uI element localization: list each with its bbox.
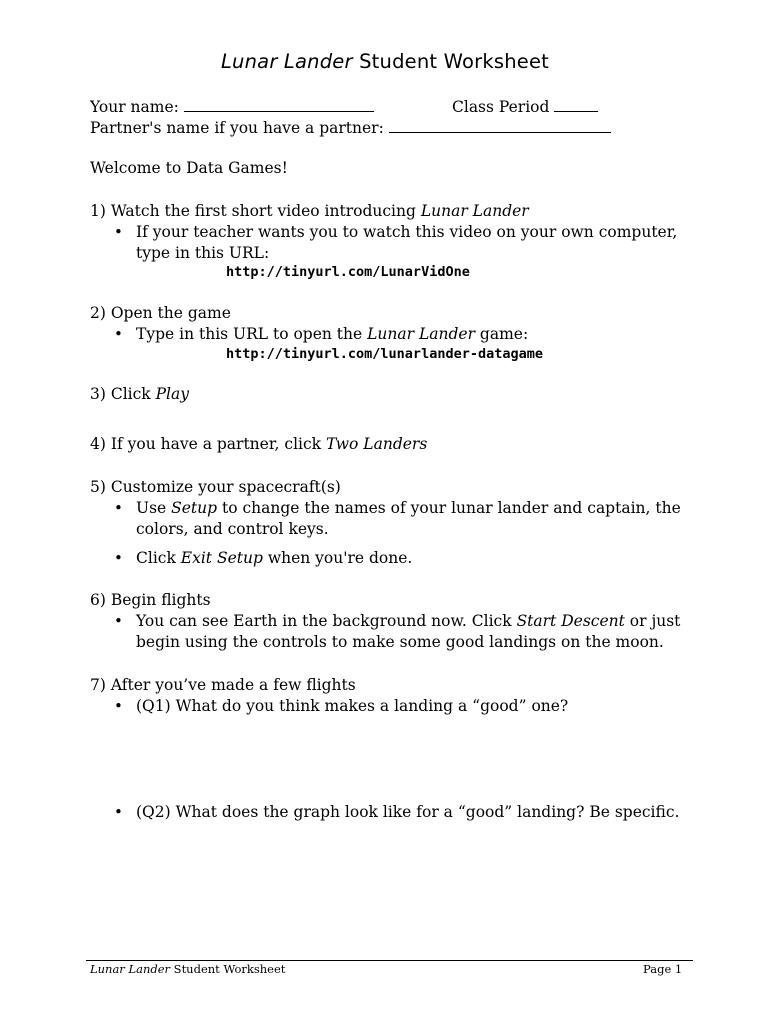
- step5-b1-line2: colors, and control keys.: [136, 520, 329, 538]
- step6-heading: 6) Begin flights: [90, 591, 211, 609]
- bullet-dot: •: [114, 325, 123, 343]
- partner-label: Partner's name if you have a partner:: [90, 119, 384, 137]
- title-rest: Student Worksheet: [352, 50, 549, 73]
- step5-b1-italic: Setup: [171, 499, 218, 517]
- step2-bullet-text: Type in this URL to open the: [136, 325, 368, 343]
- class-period-blank[interactable]: [554, 97, 598, 112]
- step2-bullet-italic: Lunar Lander: [367, 325, 475, 343]
- step6-b1-line2: begin using the controls to make some good landings on the moon.: [136, 633, 664, 651]
- your-name-blank[interactable]: [184, 97, 374, 112]
- step1-bullet-line1: If your teacher wants you to watch this video on your own computer,: [136, 223, 678, 241]
- step7-heading: 7) After you’ve made a few flights: [90, 676, 356, 694]
- step5-b1-prefix: Use: [136, 499, 172, 517]
- question-q1-text: (Q1) What do you think makes a landing a “good” one?: [136, 697, 569, 715]
- step3-prefix: 3) Click: [90, 385, 156, 403]
- partner-blank[interactable]: [389, 118, 611, 133]
- step2-bullet: [114, 324, 529, 345]
- bullet-dot: •: [114, 697, 123, 715]
- page-title: [0, 50, 770, 73]
- footer-divider: [86, 960, 693, 961]
- step4-text: [90, 434, 427, 454]
- bullet-dot: •: [114, 612, 123, 630]
- footer-title-rest: Student Worksheet: [170, 962, 286, 976]
- page-number: Page 1: [643, 962, 683, 976]
- bullet-dot: •: [114, 223, 123, 241]
- step1-bullet: [114, 222, 678, 243]
- bullet-dot: •: [114, 803, 123, 821]
- bullet-dot: •: [114, 499, 123, 517]
- step3-text: [90, 384, 189, 404]
- step4-italic: Two Landers: [325, 435, 428, 453]
- step4-prefix: 4) If you have a partner, click: [90, 435, 326, 453]
- step6-b1-italic: Start Descent: [516, 612, 625, 630]
- welcome-text: Welcome to Data Games!: [90, 159, 288, 177]
- step3-italic: Play: [155, 385, 190, 403]
- step2-bullet-suffix: game:: [474, 325, 529, 343]
- step5-bullet1: [114, 498, 681, 519]
- step5-b2-italic: Exit Setup: [180, 549, 263, 567]
- step1-heading: [90, 201, 529, 221]
- step2-heading: 2) Open the game: [90, 304, 231, 322]
- step1-heading-text: 1) Watch the first short video introducing: [90, 202, 421, 220]
- your-name-row: [90, 97, 374, 117]
- your-name-label: Your name:: [90, 98, 179, 116]
- class-period-label: Class Period: [452, 98, 550, 116]
- step1-heading-italic: Lunar Lander: [420, 202, 529, 220]
- step6-bullet1: [114, 611, 681, 632]
- title-italic: Lunar Lander: [220, 50, 353, 73]
- step6-b1-suffix: or just: [624, 612, 681, 630]
- footer-title-italic: Lunar Lander: [90, 962, 171, 976]
- partner-row: [90, 118, 611, 138]
- question-q1: [114, 696, 569, 717]
- class-period-row: [452, 97, 598, 117]
- step2-url[interactable]: http://tinyurl.com/lunarlander-datagame: [226, 346, 543, 362]
- step5-b1-suffix: to change the names of your lunar lander and captain, the: [217, 499, 681, 517]
- step6-b1-prefix: You can see Earth in the background now. Click: [136, 612, 517, 630]
- bullet-dot: •: [114, 549, 123, 567]
- step5-b2-prefix: Click: [136, 549, 181, 567]
- step5-bullet2: [114, 548, 413, 569]
- step5-b2-suffix: when you're done.: [262, 549, 413, 567]
- question-q2-text: (Q2) What does the graph look like for a “good” landing? Be specific.: [136, 803, 680, 821]
- step1-url[interactable]: http://tinyurl.com/LunarVidOne: [226, 264, 470, 280]
- step1-bullet-line2: type in this URL:: [136, 244, 270, 262]
- footer-title: [90, 962, 285, 976]
- step5-heading: 5) Customize your spacecraft(s): [90, 478, 341, 496]
- question-q2: [114, 802, 680, 823]
